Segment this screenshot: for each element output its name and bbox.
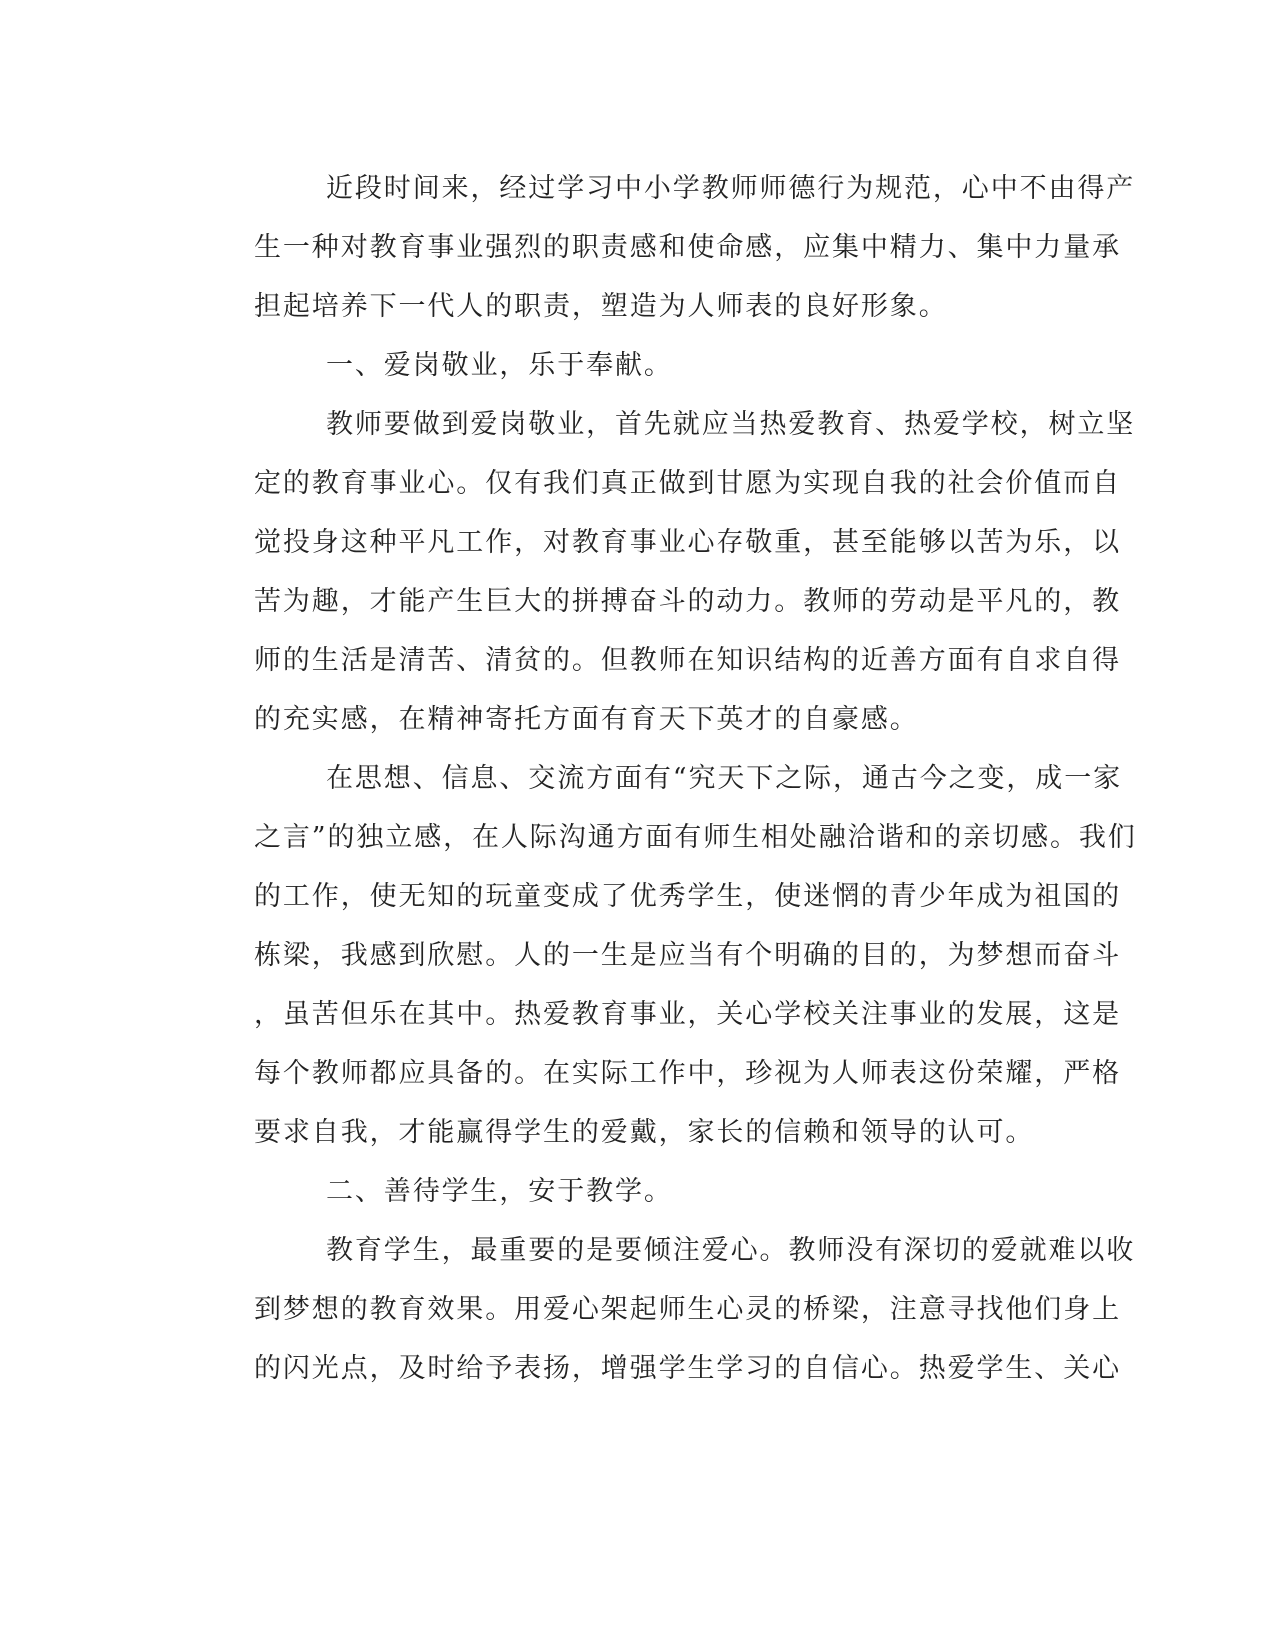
section-heading-1 xyxy=(182,336,1042,395)
text-line: 每个教师都应具备的。在实际工作中，珍视为人师表这份荣耀，严格 xyxy=(254,1058,1121,1089)
text-line: 生一种对教育事业强烈的职责感和使命感，应集中精力、集中力量承 xyxy=(254,232,1121,263)
text-line: 师的生活是清苦、清贫的。但教师在知识结构的近善方面有自求自得 xyxy=(254,645,1121,676)
text-line: 近段时间来，经过学习中小学教师师德行为规范，心中不由得产 xyxy=(326,173,1136,204)
text-line: ，虽苦但乐在其中。热爱教育事业，关心学校关注事业的发展，这是 xyxy=(254,999,1121,1030)
text-line: 栋梁，我感到欣慰。人的一生是应当有个明确的目的，为梦想而奋斗 xyxy=(254,940,1121,971)
document-body xyxy=(182,159,1137,1398)
text-line: 到梦想的教育效果。用爱心架起师生心灵的桥梁，注意寻找他们身上 xyxy=(254,1294,1121,1325)
text-line: 的工作，使无知的玩童变成了优秀学生，使迷惘的青少年成为祖国的 xyxy=(254,881,1121,912)
text-line: 之言”的独立感，在人际沟通方面有师生相处融洽谐和的亲切感。我们 xyxy=(254,822,1137,853)
paragraph-section-1-b xyxy=(182,749,1137,1162)
text-line: 觉投身这种平凡工作，对教育事业心存敬重，甚至能够以苦为乐，以 xyxy=(254,527,1121,558)
paragraph-section-1-a xyxy=(182,395,1136,749)
text-line: 教师要做到爱岗敬业，首先就应当热爱教育、热爱学校，树立坚 xyxy=(326,409,1136,440)
text-line: 的闪光点，及时给予表扬，增强学生学习的自信心。热爱学生、关心 xyxy=(254,1353,1121,1384)
text-line: 的充实感，在精神寄托方面有育天下英才的自豪感。 xyxy=(254,704,919,735)
paragraph-section-2-a xyxy=(182,1221,1136,1398)
text-line: 苦为趣，才能产生巨大的拼搏奋斗的动力。教师的劳动是平凡的，教 xyxy=(254,586,1121,617)
text-line: 要求自我，才能赢得学生的爱戴，家长的信赖和领导的认可。 xyxy=(254,1117,1035,1148)
text-line: 在思想、信息、交流方面有“究天下之际，通古今之变，成一家 xyxy=(326,763,1123,794)
text-line: 定的教育事业心。仅有我们真正做到甘愿为实现自我的社会价值而自 xyxy=(254,468,1121,499)
section-heading-2 xyxy=(182,1162,1042,1221)
text-line: 担起培养下一代人的职责，塑造为人师表的良好形象。 xyxy=(254,291,948,322)
text-line: 教育学生，最重要的是要倾注爱心。教师没有深切的爱就难以收 xyxy=(326,1235,1136,1266)
paragraph-intro xyxy=(182,159,1136,336)
heading-text: 二、善待学生，安于教学。 xyxy=(326,1176,673,1207)
heading-text: 一、爱岗敬业，乐于奉献。 xyxy=(326,350,673,381)
